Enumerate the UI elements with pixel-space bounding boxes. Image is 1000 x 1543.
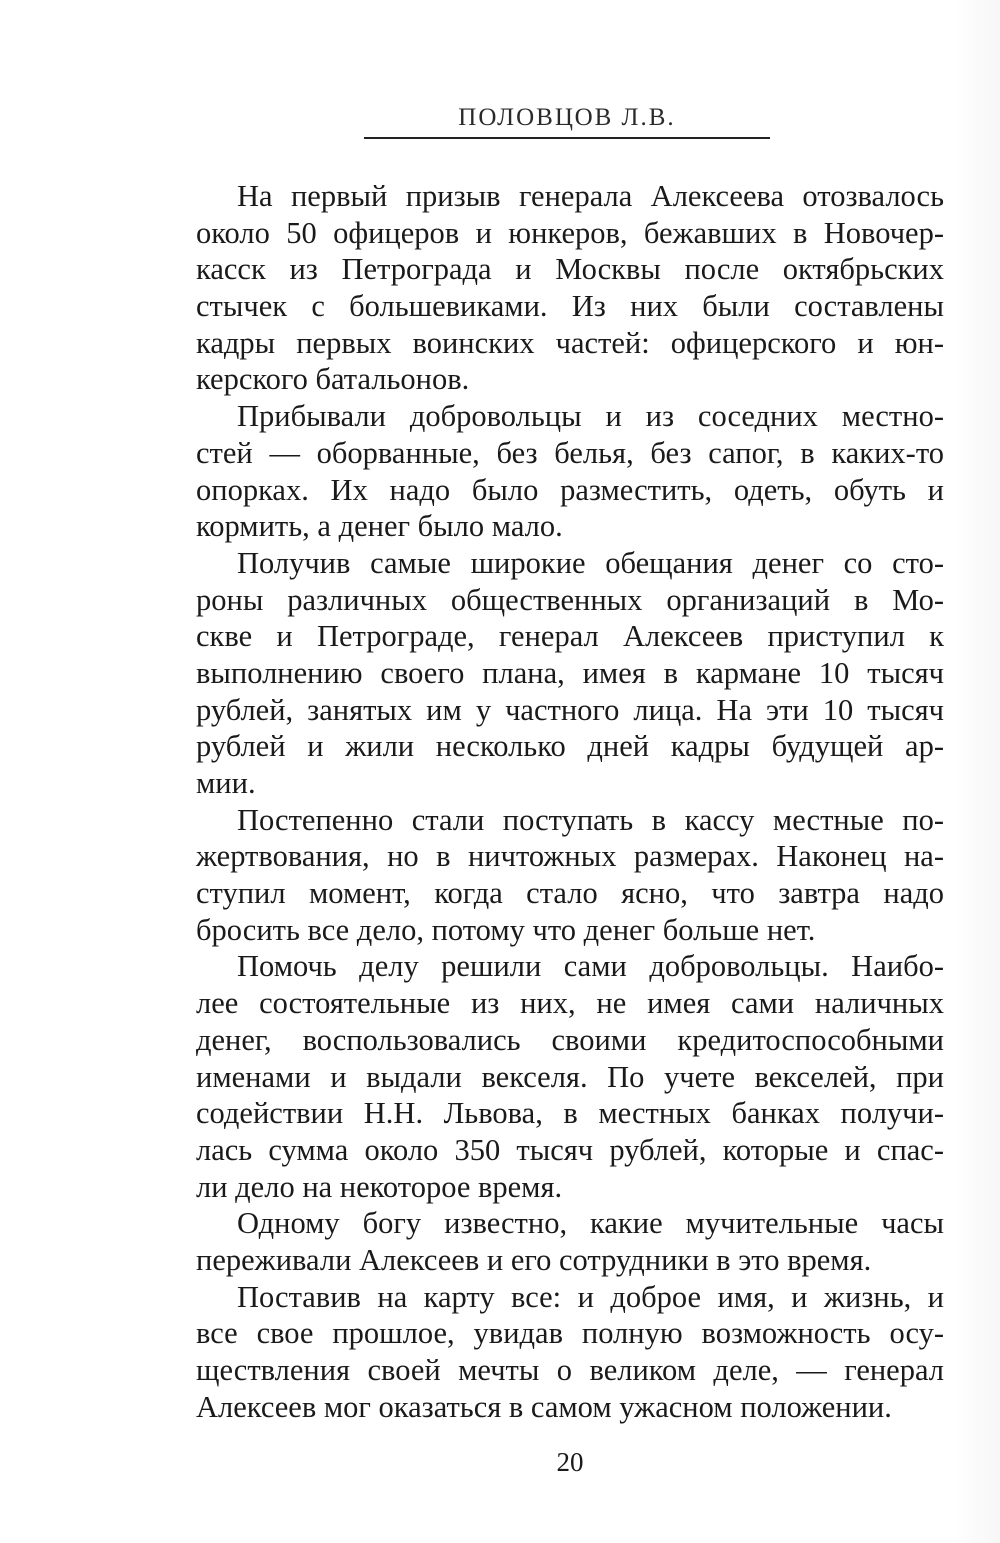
text-line: Получив самые широкие обещания денег со сто- (237, 545, 944, 580)
text-line: выполнению своего плана, имея в кармане 10 тысяч (196, 655, 944, 690)
text-line: именами и выдали векселя. По учете векселей, при (196, 1059, 944, 1094)
header-rule (364, 137, 770, 139)
text-line: скве и Петрограде, генерал Алексеев приступил к (196, 619, 944, 654)
text-line: стычек с большевиками. Из них были составлены (196, 289, 944, 324)
text-line: керского батальонов. (196, 362, 470, 397)
text-line: На первый призыв генерала Алексеева отозвалось (237, 179, 944, 213)
body-text (196, 178, 944, 1425)
text-line: бросить все дело, потому что денег больше нет. (196, 912, 816, 947)
running-head: ПОЛОВЦОВ Л.В. (458, 104, 676, 131)
text-line: переживали Алексеев и его сотрудники в это время. (196, 1242, 872, 1277)
text-line: все свое прошлое, увидав полную возможность осу- (196, 1316, 944, 1351)
text-line: ступил момент, когда стало ясно, что завтра надо (196, 876, 944, 911)
text-line: роны различных общественных организаций в Мо- (196, 582, 944, 617)
text-line: рублей, занятых им у частного лица. На эти 10 тысяч (196, 692, 944, 727)
text-line: около 50 офицеров и юнкеров, бежавших в Новочер- (196, 215, 944, 250)
text-line: Одному богу известно, какие мучительные часы (237, 1206, 944, 1241)
paragraph (196, 398, 944, 545)
paragraph (196, 1205, 944, 1278)
paragraph (196, 178, 944, 398)
text-line: кормить, а денег было мало. (196, 509, 563, 544)
page-edge-shadow (954, 0, 1000, 1543)
paragraph (196, 948, 944, 1205)
text-line: Поставив на карту все: и доброе имя, и жизнь, и (237, 1279, 944, 1314)
text-line: кадры первых воинских частей: офицерского и юн- (196, 325, 944, 360)
text-line: рублей и жили несколько дней кадры будущей ар- (196, 729, 944, 764)
text-line: лее состоятельные из них, не имея сами наличных (196, 986, 944, 1021)
text-line: денег, воспользовались своими кредитоспособными (196, 1022, 944, 1057)
text-line: жертвования, но в ничтожных размерах. Наконец на- (196, 839, 944, 874)
text-line: содействии Н.Н. Львова, в местных банках получи- (196, 1096, 944, 1131)
text-line: мии. (196, 766, 256, 800)
text-line: ществления своей мечты о великом деле, — генерал (196, 1353, 944, 1387)
paragraph (196, 1279, 944, 1426)
page-number: 20 (556, 1447, 584, 1477)
text-line: стей — оборванные, без белья, без сапог, в каких-то (196, 435, 944, 470)
text-line: лась сумма около 350 тысяч рублей, которые и спас- (196, 1132, 944, 1167)
text-line: касск из Петрограда и Москвы после октябрьских (196, 252, 944, 287)
text-line: Алексеев мог оказаться в самом ужасном положении. (196, 1389, 892, 1424)
text-line: опорках. Их надо было разместить, одеть, обуть и (196, 472, 944, 507)
text-line: Помочь делу решили сами добровольцы. Наибо- (237, 949, 944, 984)
text-line: Постепенно стали поступать в кассу местные по- (237, 802, 944, 837)
text-line: ли дело на некоторое время. (196, 1169, 563, 1204)
paragraph (196, 802, 944, 949)
text-line: Прибывали добровольцы и из соседних местно- (237, 399, 944, 434)
paragraph (196, 545, 944, 802)
